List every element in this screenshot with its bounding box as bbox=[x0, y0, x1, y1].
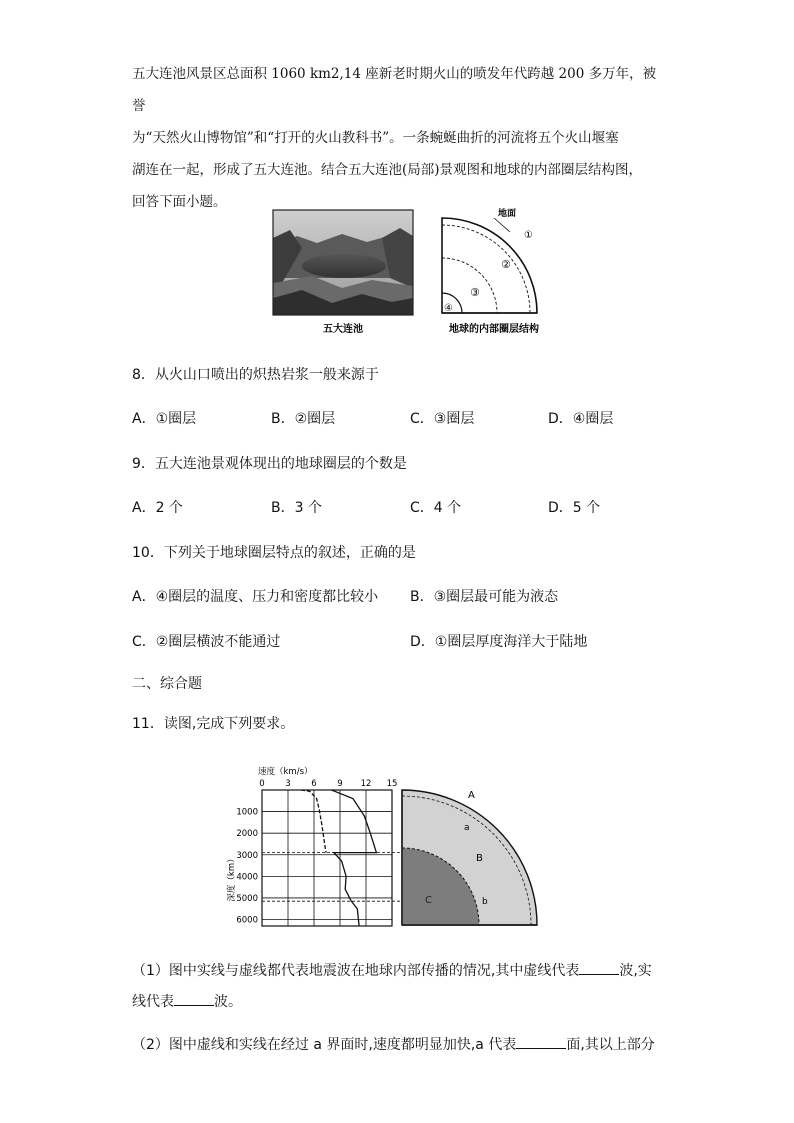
label-A: A bbox=[468, 790, 475, 801]
q8-option-d: D．④圈层 bbox=[548, 411, 614, 427]
x-tick-label: 6 bbox=[311, 779, 317, 789]
intro-line-1: 五大连池风景区总面积 1060 km2,14 座新老时期火山的喷发年代跨越 200 多万年，被誉 bbox=[132, 66, 657, 114]
y-tick-label: 6000 bbox=[236, 915, 258, 926]
section-title: 二、综合题 bbox=[132, 676, 202, 692]
intro-line-4: 回答下面小题。 bbox=[132, 194, 227, 210]
q10-option-d: D．①圈层厚度海洋大于陆地 bbox=[410, 634, 588, 650]
label-B: B bbox=[476, 853, 483, 864]
intro-paragraph bbox=[132, 58, 664, 218]
q11-sub2-text-a: （2）图中虚线和实线在经过 a 界面时,速度都明显加快,a 代表 bbox=[132, 1037, 517, 1053]
q9-option-c: C．4 个 bbox=[410, 500, 462, 516]
q10-option-b: B．③圈层最可能为液态 bbox=[410, 589, 559, 605]
q9-option-d: D．5 个 bbox=[548, 500, 601, 516]
label-C: C bbox=[425, 895, 432, 906]
q8-option-c: C．③圈层 bbox=[410, 411, 475, 427]
y-axis-title: 深度（km） bbox=[227, 854, 237, 902]
landscape-photo bbox=[273, 210, 413, 315]
q10-option-c: C．②圈层横波不能通过 bbox=[132, 634, 281, 650]
y-tick-label: 5000 bbox=[236, 893, 258, 904]
q11-sub1-line1 bbox=[132, 960, 652, 980]
y-tick-label: 3000 bbox=[236, 850, 258, 861]
surface-label: 地面 bbox=[498, 209, 517, 219]
q9-option-b: B．3 个 bbox=[271, 500, 322, 516]
earth-layers-diagram bbox=[440, 210, 550, 316]
figure-wudalianchi bbox=[272, 208, 562, 338]
x-axis-title: 速度（km/s） bbox=[258, 767, 313, 777]
layer-label-3: ③ bbox=[470, 286, 480, 299]
seismic-figure bbox=[222, 760, 552, 932]
x-tick-labels bbox=[259, 779, 397, 789]
q11-stem: 11．读图,完成下列要求。 bbox=[132, 716, 295, 732]
x-tick-label: 0 bbox=[259, 779, 265, 789]
intro-line-2: 为“天然火山博物馆”和“打开的火山教科书”。一条蜿蜒曲折的河流将五个火山堰塞 bbox=[132, 130, 619, 146]
x-tick-label: 15 bbox=[386, 779, 398, 789]
chart-grid bbox=[262, 790, 392, 926]
layer-label-2: ② bbox=[501, 258, 511, 271]
q11-sub2-line1 bbox=[132, 1034, 655, 1054]
label-b: b bbox=[482, 897, 488, 907]
diagram-caption: 地球的内部圈层结构 bbox=[449, 324, 539, 335]
q11-sub1-line2 bbox=[132, 991, 242, 1011]
plot-frame bbox=[262, 790, 392, 926]
x-tick-label: 9 bbox=[337, 779, 343, 789]
q11-sub1-text-a: （1）图中实线与虚线都代表地震波在地球内部传播的情况,其中虚线代表 bbox=[132, 963, 580, 979]
label-a: a bbox=[464, 823, 470, 833]
layer-label-4: ④ bbox=[444, 303, 453, 314]
y-tick-label: 4000 bbox=[236, 872, 258, 883]
q11-sub1-text-c: 线代表 bbox=[132, 994, 174, 1010]
y-tick-labels bbox=[236, 808, 258, 926]
blank-2 bbox=[174, 993, 214, 1006]
y-tick-label: 1000 bbox=[236, 807, 258, 818]
layer-label-1: ① bbox=[524, 230, 533, 241]
q8-stem: 8．从火山口喷出的炽热岩浆一般来源于 bbox=[132, 367, 379, 383]
blank-1 bbox=[579, 962, 619, 975]
q11-sub1-text-d: 波。 bbox=[214, 994, 242, 1010]
photo-caption: 五大连池 bbox=[323, 324, 363, 335]
earth-section-diagram bbox=[402, 790, 537, 925]
q8-option-b: B．②圈层 bbox=[271, 411, 336, 427]
x-tick-label: 12 bbox=[360, 779, 372, 789]
intro-line-3: 湖连在一起，形成了五大连池。结合五大连池(局部)景观图和地球的内部圈层结构图， bbox=[132, 162, 643, 178]
q9-stem: 9．五大连池景观体现出的地球圈层的个数是 bbox=[132, 456, 407, 472]
q10-stem: 10．下列关于地球圈层特点的叙述，正确的是 bbox=[132, 545, 416, 561]
blank-3 bbox=[516, 1036, 566, 1049]
q11-sub2-text-b: 面,其以上部分 bbox=[566, 1037, 655, 1053]
q11-sub1-text-b: 波,实 bbox=[619, 963, 652, 979]
q8-option-a: A．①圈层 bbox=[132, 411, 197, 427]
q9-option-a: A．2 个 bbox=[132, 500, 183, 516]
q10-option-a: A．④圈层的温度、压力和密度都比较小 bbox=[132, 589, 379, 605]
y-tick-label: 2000 bbox=[236, 829, 258, 840]
x-tick-label: 3 bbox=[285, 779, 291, 789]
